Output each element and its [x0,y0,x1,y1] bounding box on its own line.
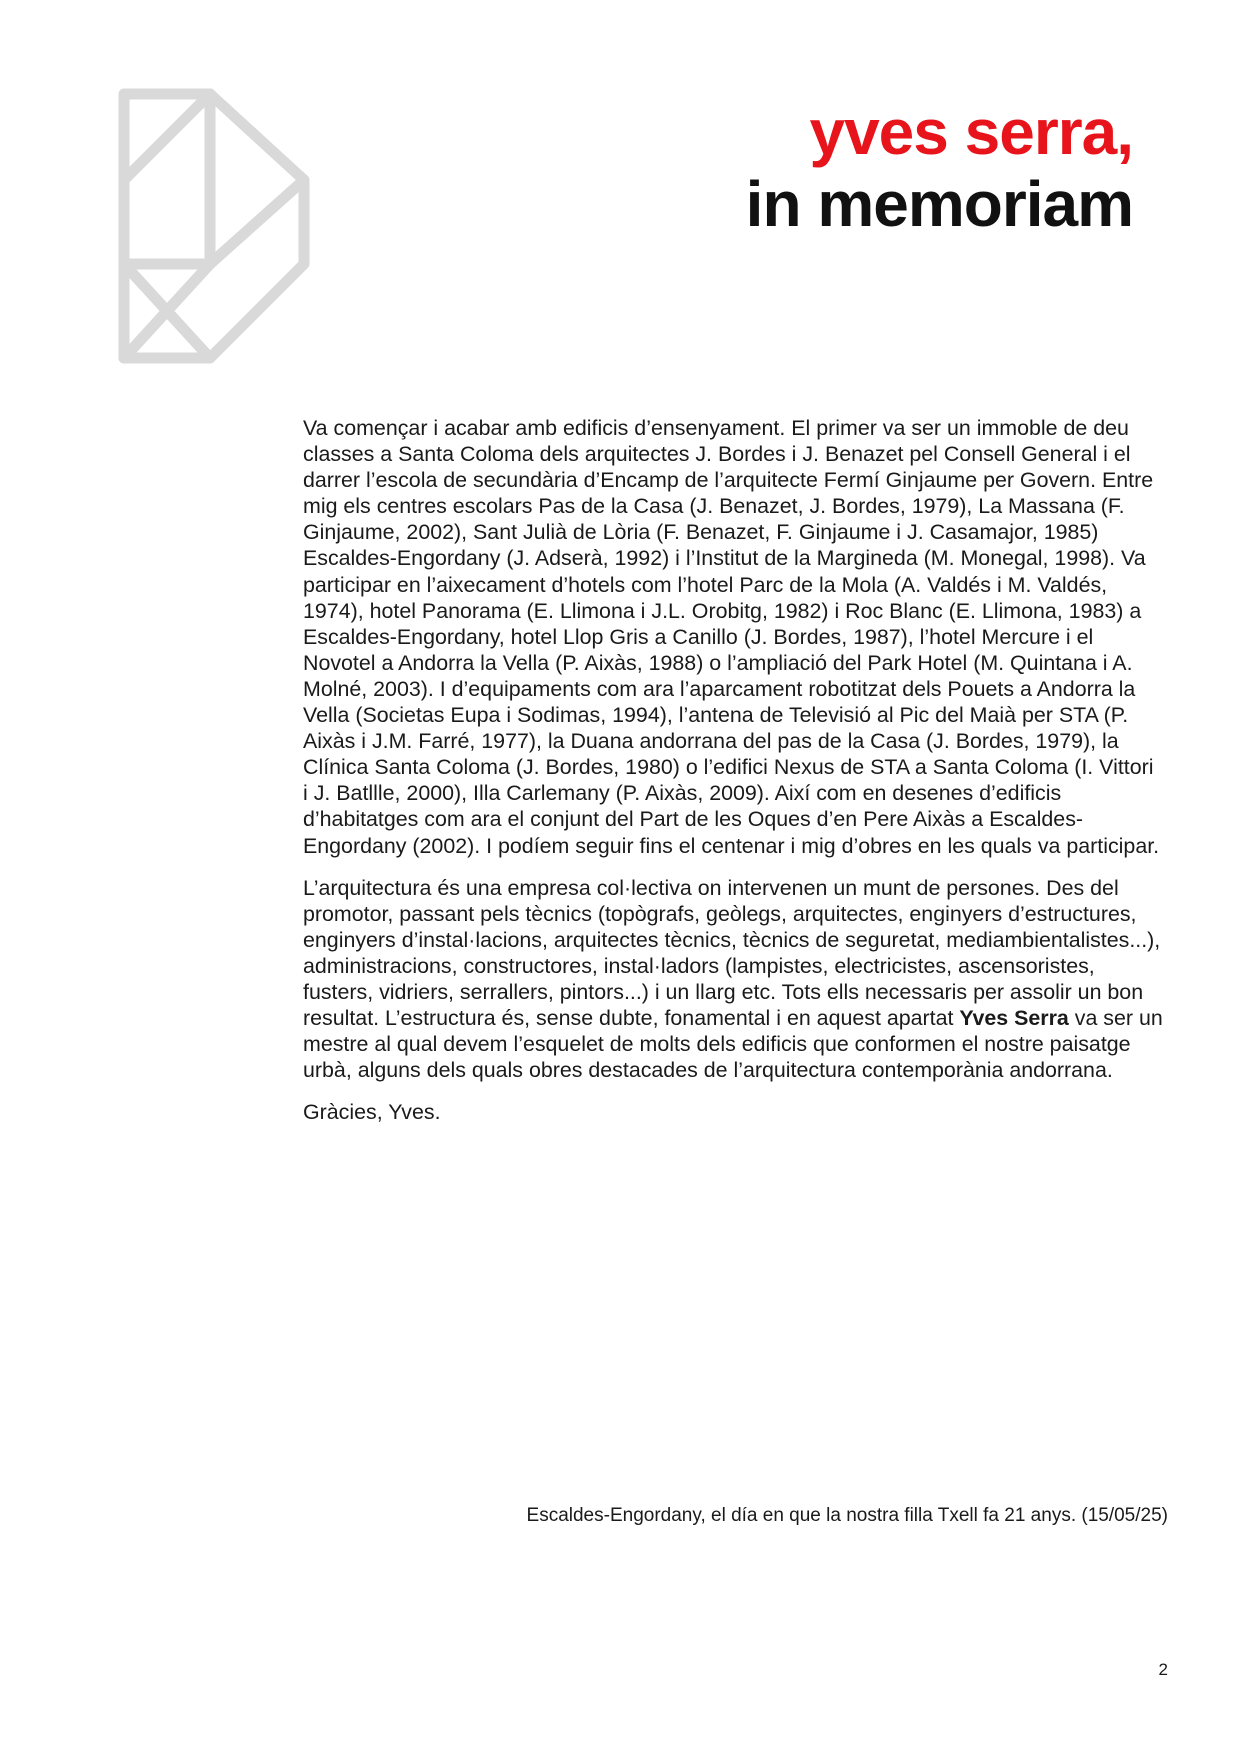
page-number: 2 [1158,1660,1168,1679]
paragraph-2-bold-name: Yves Serra [959,1006,1069,1031]
page-title [745,96,1133,240]
closing-line: Gràcies, Yves. [303,1100,441,1125]
article-body [303,415,1163,1141]
title-name: yves serra, [809,96,1133,168]
paragraph-2-part-1: L’arquitectura és una empresa col·lectiva on intervenen un munt de persones. Des del promotor, passant pels tècnics (topògrafs, geòlegs, arquitectes, enginyers d’estructures, enginyers d’instal·lacions, arquitectes tècnics, tècnics de seguretat, mediambientalistes...), administracions, constructores, instal·ladors (lampistes, electricistes, ascensoristes, fusters, vidriers, serrallers, pintors...) i un llarg etc. Tots ells necessaris per assolir un bon resultat. L’estructura és, sense dubte, fonamental i en aquest apartat [303,875,1161,1031]
paragraph-1: Va començar i acabar amb edificis d’ensenyament. El primer va ser un immoble de deu classes a Santa Coloma dels arquitectes J. Bordes i J. Benazet pel Consell General i el darrer l’escola de secundària d’Encamp de l’arquitecte Fermí Ginjaume per Govern. Entre mig els centres escolars Pas de la Casa (J. Benazet, J. Bordes, 1979), La Massana (F. Ginjaume, 2002), Sant Julià de Lòria (F. Benazet, F. Ginjaume i J. Casamajor, 1985) Escaldes-Engordany (J. Adserà, 1992) i l’Institut de la Margineda (M. Monegal, 1998). Va participar en l’aixecament d’hotels com l’hotel Parc de la Mola (A. Valdés i M. Valdés, 1974), hotel Panorama (E. Llimona i J.L. Orobitg, 1982) i Roc Blanc (E. Llimona, 1983) a Escaldes-Engordany, hotel Llop Gris a Canillo (J. Bordes, 1987), l’hotel Mercure i el Novotel a Andorra la Vella (P. Aixàs, 1988) o l’ampliació del Park Hotel (M. Quintana i A. Molné, 2003). I d’equipaments com ara l’aparcament robotitzat dels Pouets a Andorra la Vella (Societas Eupa i Sodimas, 1994), l’antena de Televisió al Pic del Maià per STA (P. Aixàs i J.M. Farré, 1977), la Duana andorrana del pas de la Casa (J. Bordes, 1979), la Clínica Santa Coloma (J. Bordes, 1980) o l’edifici Nexus de STA a Santa Coloma (I. Vittori i J. Batllle, 2000), Illa Carlemany (P. Aixàs, 2009). Així com en desenes d’edificis d’habitatges com ara el conjunt del Part de les Oques d’en Pere Aixàs a Escaldes-Engordany (2002). I podíem seguir fins el centenar i mig d’obres en les quals va participar. [303,416,1160,858]
signature-line: Escaldes-Engordany, el día en que la nostra filla Txell fa 21 anys. (15/05/25) [526,1505,1168,1526]
paragraph-2-part-2: va ser un mestre al qual devem l’esquelet de molts dels edificis que conformen el nostre paisatge urbà, alguns dels quals obres destacades de l’arquitectura contemporània andorrana. [303,1006,1163,1083]
paragraph-2 [303,875,1163,1084]
geometric-outline-logo-icon [118,88,318,370]
title-subtitle: in memoriam [745,168,1133,240]
